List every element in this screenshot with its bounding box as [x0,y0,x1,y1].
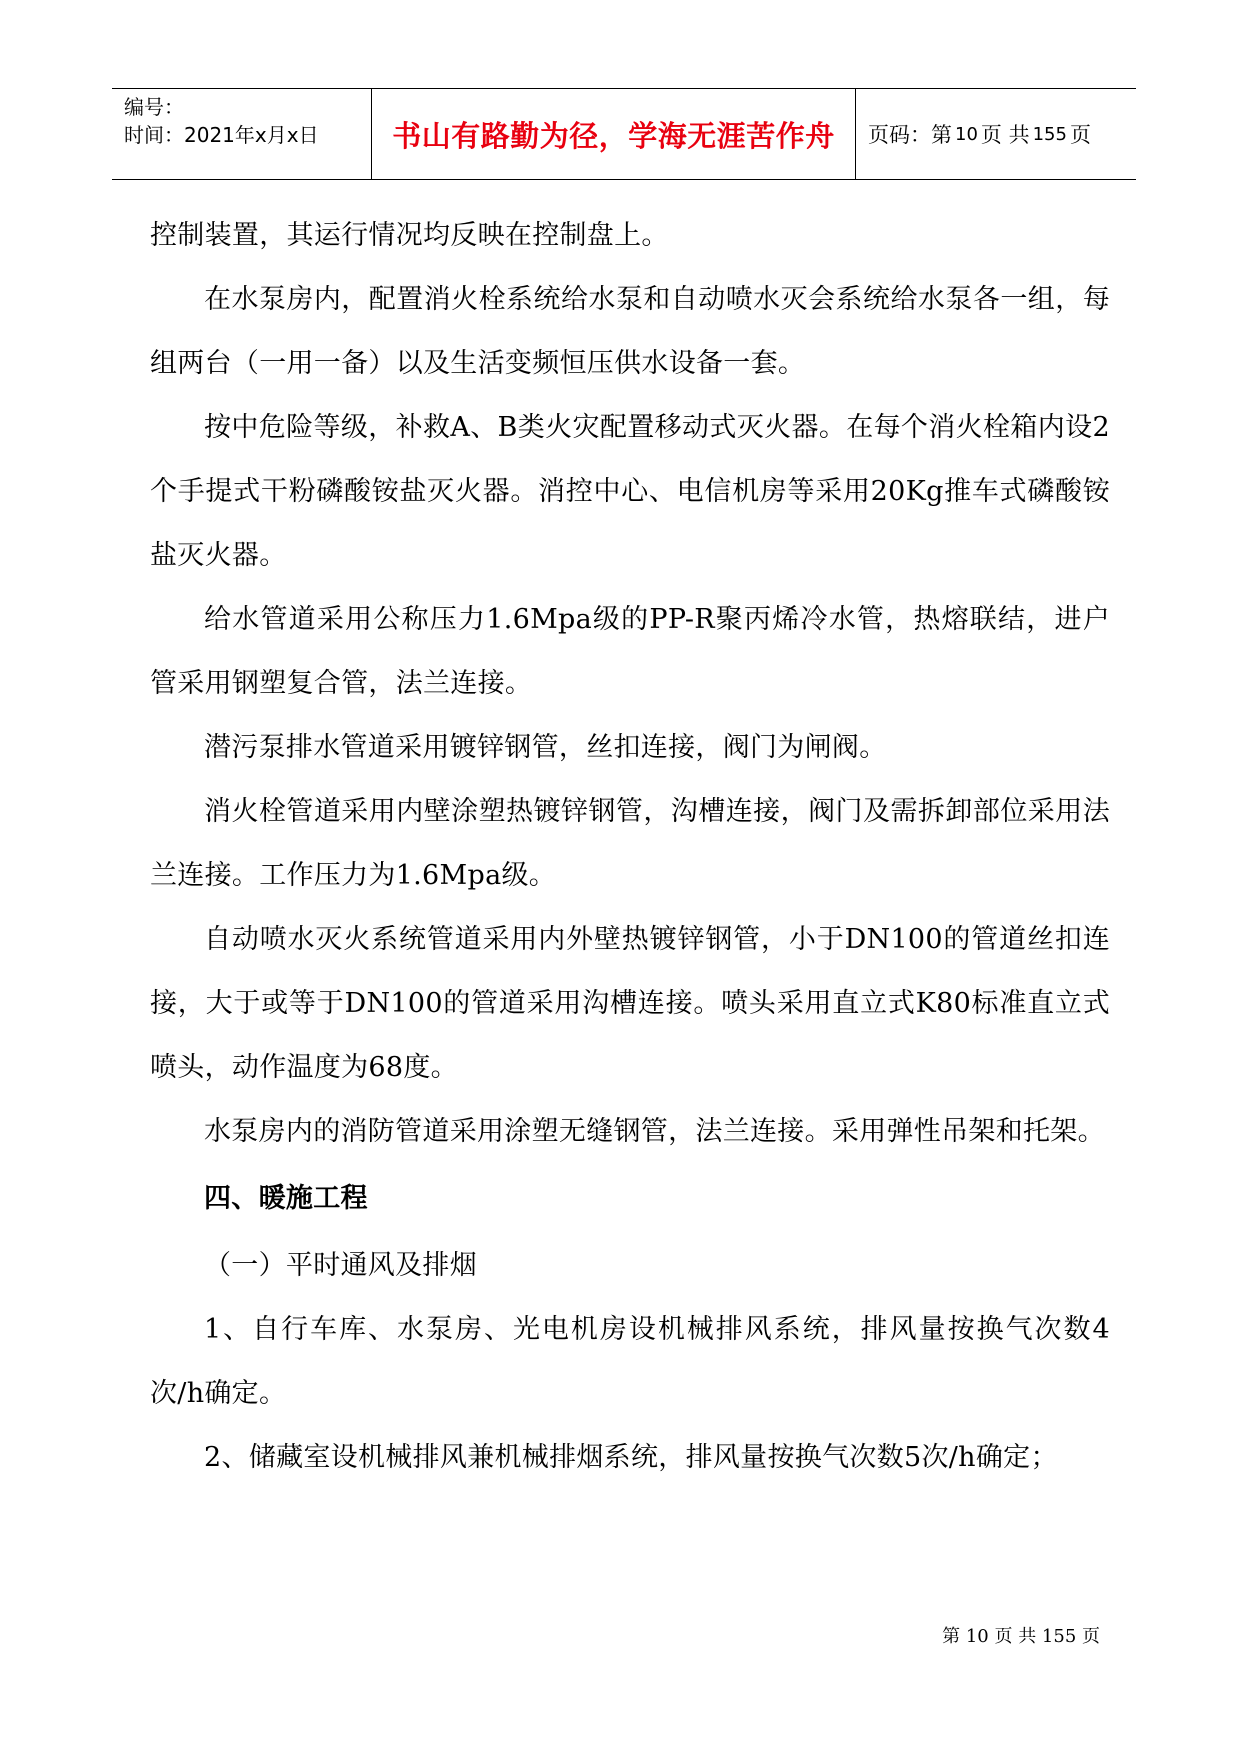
code-label: 编号： [124,95,184,119]
paragraph: 按中危险等级，补救A、B类火灾配置移动式灭火器。在每个消火栓箱内设2个手提式干粉磷酸铵盐灭火器。消控中心、电信机房等采用20Kg推车式磷酸铵盐灭火器。 [150,412,1110,571]
time-label: 时间：2021年x月x日 [124,123,319,147]
paragraph: 自动喷水灭火系统管道采用内外壁热镀锌钢管，小于DN100的管道丝扣连接，大于或等于DN100的管道采用沟槽连接。喷头采用直立式K80标准直立式喷头，动作温度为68度。 [150,924,1110,1083]
paragraph: 控制装置，其运行情况均反映在控制盘上。 [150,220,669,251]
page-current: 10 [955,123,978,145]
paragraph: 消火栓管道采用内壁涂塑热镀锌钢管，沟槽连接，阀门及需拆卸部位采用法兰连接。工作压力为1.6Mpa级。 [150,796,1110,891]
document-body [150,204,1110,1490]
page-suffix: 页 [1069,123,1091,147]
page-prefix: 页码：第 [868,123,952,147]
paragraph: 水泵房内的消防管道采用涂塑无缝钢管，法兰连接。采用弹性吊架和托架。 [204,1116,1105,1147]
page-total: 155 [1032,123,1067,145]
header-motto: 书山有路勤为径，学海无涯苦作舟 [372,89,856,179]
subsection-heading: （一）平时通风及排烟 [204,1250,477,1281]
header-page-number [856,89,1136,179]
paragraph: 给水管道采用公称压力1.6Mpa级的PP-R聚丙烯冷水管，热熔联结，进户管采用钢塑复合管，法兰连接。 [150,604,1110,699]
paragraph: 在水泵房内，配置消火栓系统给水泵和自动喷水灭会系统给水泵各一组，每组两台（一用一备）以及生活变频恒压供水设备一套。 [150,284,1110,379]
page-header [112,88,1136,180]
paragraph: 潜污泵排水管道采用镀锌钢管，丝扣连接，阀门为闸阀。 [204,732,887,763]
header-meta [112,89,372,179]
paragraph: 2、储藏室设机械排风兼机械排烟系统，排风量按换气次数5次/h确定； [204,1442,1058,1473]
page-mid: 页 共 [980,123,1030,147]
section-heading: 四、暖施工程 [204,1183,368,1214]
paragraph: 1、自行车库、水泵房、光电机房设机械排风系统，排风量按换气次数4次/h确定。 [150,1314,1110,1409]
page-footer: 第 10 页 共 155 页 [942,1626,1100,1647]
